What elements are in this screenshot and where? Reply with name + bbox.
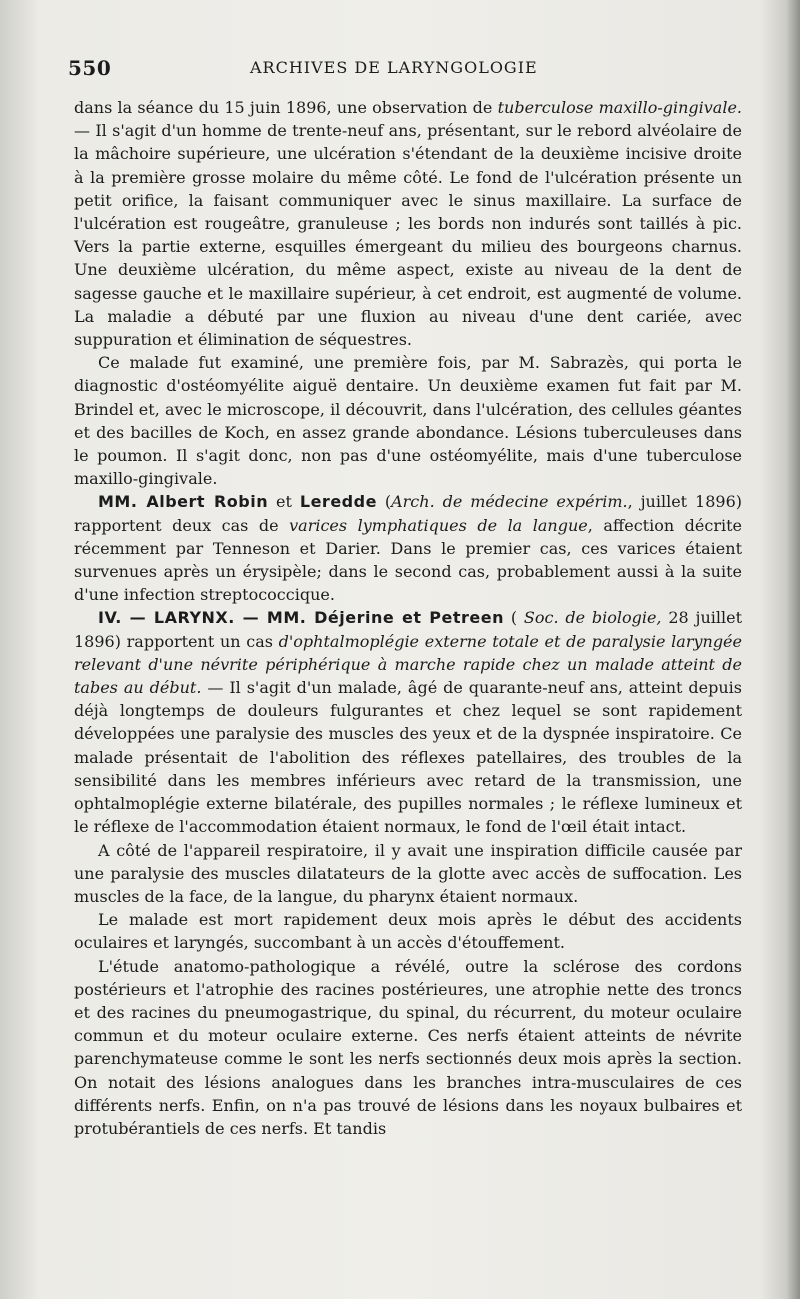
text-run: , qui porta le diagnostic d'ostéomyélite aiguë dentaire. Un deuxième examen fut fait par M. Brindel et, avec le microscope, il découvrit, dans l'ulcération, des cellules géantes et des bacilles de Koch, en assez grande abondance. Lésions tuberculeuses dans le poumon. Il s'agit donc, non pas d'une ostéomyélite, mais d'une tuberculose maxillo-gingivale. xyxy=(74,353,743,489)
paragraph-varices xyxy=(74,490,742,606)
emphasis-title: d'ophtalmoplégie externe totale et de paralysie laryngée relevant d'une névrite périphérique à marche rapide chez un malade atteint de tabes au début. xyxy=(74,631,742,698)
running-title: ARCHIVES DE LARYNGOLOGIE xyxy=(250,58,538,77)
page-header xyxy=(0,56,800,82)
section-heading: IV. — LARYNX. — MM. Déjerine et Petreen xyxy=(98,608,505,628)
text-run: dans la séance du 15 juin 1896, une observation de xyxy=(74,98,498,117)
paragraph-sabrazes xyxy=(74,351,742,490)
text-run: , juillet 1896) rapportent deux cas de xyxy=(74,492,742,535)
text-run: 28 juillet 1896) rapportent un cas xyxy=(74,608,743,651)
journal-citation: Arch. de médecine expérim. xyxy=(391,492,628,512)
paragraph-anatomo-pathologique: L'étude anatomo-pathologique a révélé, outre la sclérose des cordons postérieurs et l'atrophie des racines postérieures, une atrophie nette des troncs et des racines du pneumogastrique, du spinal, du récurrent, du moteur oculaire commun et du moteur oculaire externe. Ces nerfs étaient atteints de névrite parenchymateuse comme le sont les nerfs sectionnés deux mois après la section. On notait des lésions analogues dans les branches intra-musculaires de ces différents nerfs. Enfin, on n'a pas trouvé de lésions dans les noyaux bulbaires et protubérantiels de ces nerfs. Et tandis xyxy=(74,956,742,1138)
text-run: ( xyxy=(504,608,524,628)
text-run: — Il s'agit d'un homme de trente-neuf ans, présentant, sur le rebord alvéolaire de la mâchoire supérieure, une ulcération s'étendant de la deuxième incisive droite à la première grosse molaire du même côté. Le fond de l'ulcération présente un petit orifice, la faisant communiquer avec le sinus maxillaire. La surface de l'ulcération est rougeâtre, granuleuse ; les bords non indurés sont taillés à pic. Vers la partie externe, esquilles émergeant du milieu des bourgeons charnus. Une deuxième ulcération, du même aspect, existe au niveau de la dent de sagesse gauche et le maxillaire supérieur, à cet endroit, est augmenté de volume. La maladie a débuté par une fluxion au niveau d'une dent cariée, avec suppuration et élimination de séquestres. xyxy=(74,121,742,350)
paragraph-larynx xyxy=(74,606,742,838)
page-number: 550 xyxy=(68,56,112,80)
text-run: , affection décrite récemment par Tenneson et Darier. Dans le premier cas, ces varices étaient survenues après un érysipèle; dans le second cas, probablement aussi à la suite d'une infection streptococcique. xyxy=(74,515,742,605)
text-run: et xyxy=(268,492,300,512)
text-run: ( xyxy=(376,492,392,512)
paragraph-deces: Le malade est mort rapidement deux mois après le début des accidents oculaires et laryngés, succombant à un accès d'étouffement. xyxy=(74,910,742,953)
paragraph-respiratoire: A côté de l'appareil respiratoire, il y avait une inspiration difficile causée par une paralysie des muscles dilatateurs de la glotte avec accès de suffocation. Les muscles de la face, de la langue, du pharynx étaient normaux. xyxy=(74,840,742,906)
author-name: M. Sabrazès xyxy=(518,353,624,373)
emphasis-title: tuberculose maxillo-gingivale. xyxy=(497,98,743,117)
author-name: MM. Albert Robin xyxy=(98,492,269,512)
paragraph-maxillo-gingivale xyxy=(74,96,742,351)
body-text xyxy=(74,96,742,1140)
emphasis-title: varices lymphatiques de la langue xyxy=(289,515,588,535)
author-name: Leredde xyxy=(299,492,377,512)
text-run: — Il s'agit d'un malade, âgé de quarante-neuf ans, atteint depuis déjà longtemps de douleurs fulgurantes et chez lequel se sont rapidement développées une paralysie des muscles des yeux et de la dyspnée inspiratoire. Ce malade présentait de l'abolition des réflexes patellaires, des troubles de la sensibilité dans les membres inférieurs avec retard de la transmission, une ophtalmoplégie externe bilatérale, des pupilles normales ; le réflexe lumineux et le réflexe de l'accommodation étaient normaux, le fond de l'œil était intact. xyxy=(74,678,742,837)
text-run: Ce malade fut examiné, une première fois, par xyxy=(98,353,519,373)
page-edge-shadow xyxy=(786,0,800,1299)
journal-citation: Soc. de biologie, xyxy=(523,608,662,628)
